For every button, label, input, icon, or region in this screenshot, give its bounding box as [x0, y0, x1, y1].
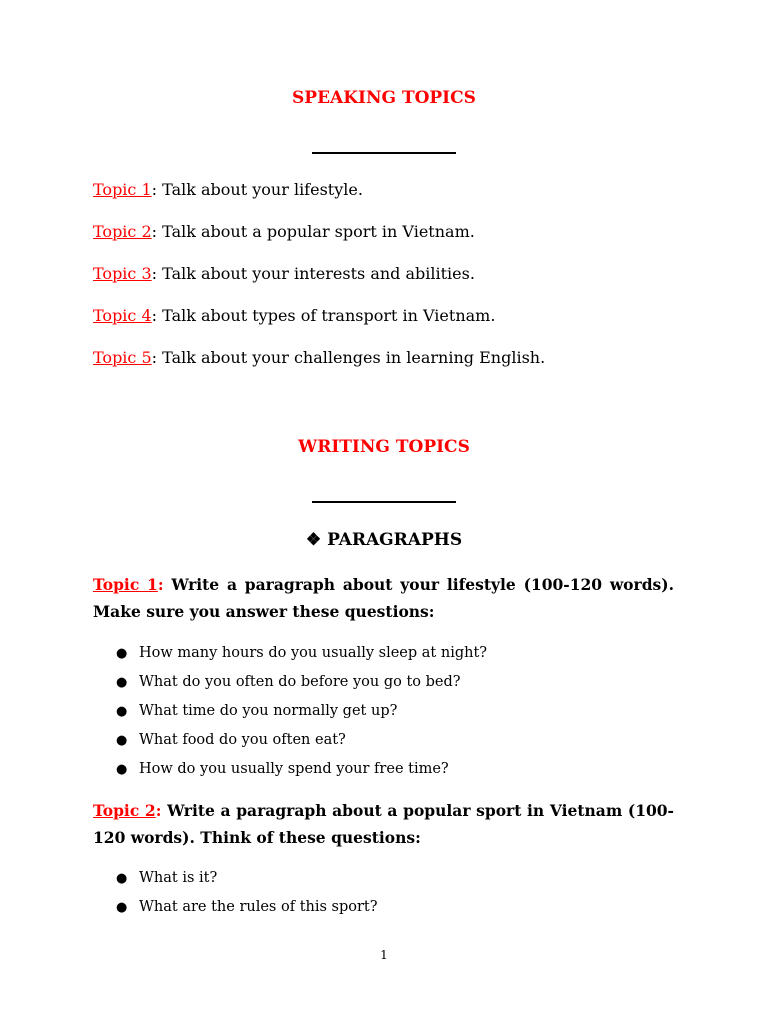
list-item — [116, 732, 346, 748]
list-item-text: How many hours do you usually sleep at night? — [139, 645, 488, 661]
paragraphs-label: PARAGRAPHS — [327, 530, 463, 550]
writing-topic-1-colon: : — [157, 575, 164, 594]
writing-topic-2-text: Write a paragraph about a popular sport in Vietnam (100-120 words). Think of these questions: — [93, 801, 674, 847]
bullet-icon: ● — [116, 646, 128, 661]
bullet-icon: ● — [116, 762, 128, 777]
writing-topic-2-link[interactable]: Topic 2 — [93, 801, 156, 820]
writing-topic-1-text: Write a paragraph about your lifestyle (100-120 words). Make sure you answer these questions: — [93, 575, 674, 621]
diamond-bullet-icon: ❖ — [305, 530, 322, 550]
speaking-topic-1-link[interactable]: Topic 1 — [93, 180, 152, 199]
bullet-icon: ● — [116, 704, 128, 719]
speaking-topic-5 — [93, 348, 545, 367]
paragraphs-heading — [0, 530, 768, 550]
speaking-topic-2-link[interactable]: Topic 2 — [93, 222, 152, 241]
speaking-topic-1 — [93, 180, 363, 199]
speaking-topic-4-text: : Talk about types of transport in Vietnam. — [151, 306, 496, 325]
list-item — [116, 870, 217, 886]
speaking-topic-4-link[interactable]: Topic 4 — [93, 306, 152, 325]
speaking-topic-2 — [93, 222, 475, 241]
speaking-topic-5-text: : Talk about your challenges in learning English. — [151, 348, 546, 367]
speaking-topic-4 — [93, 306, 495, 325]
list-item-text: What do you often do before you go to bed? — [139, 674, 461, 690]
list-item — [116, 645, 487, 661]
speaking-topic-3 — [93, 264, 475, 283]
page-number: 1 — [380, 948, 388, 962]
list-item — [116, 899, 378, 915]
bullet-icon: ● — [116, 900, 128, 915]
speaking-topic-3-link[interactable]: Topic 3 — [93, 264, 152, 283]
list-item-text: What food do you often eat? — [139, 732, 346, 748]
list-item-text: What time do you normally get up? — [139, 703, 398, 719]
list-item — [116, 703, 397, 719]
speaking-topic-3-text: : Talk about your interests and abilities. — [151, 264, 475, 283]
bullet-icon: ● — [116, 733, 128, 748]
speaking-topic-2-text: : Talk about a popular sport in Vietnam. — [151, 222, 475, 241]
writing-topic-1-link[interactable]: Topic 1 — [93, 575, 158, 594]
writing-title: WRITING TOPICS — [298, 437, 470, 457]
speaking-topic-1-text: : Talk about your lifestyle. — [151, 180, 363, 199]
list-item — [116, 674, 461, 690]
bullet-icon: ● — [116, 675, 128, 690]
speaking-title: SPEAKING TOPICS — [292, 88, 476, 108]
list-item-text: How do you usually spend your free time? — [139, 761, 449, 777]
writing-topic-2-prompt — [93, 797, 674, 851]
list-item-text: What is it? — [139, 870, 218, 886]
writing-topic-1-prompt — [93, 571, 674, 625]
speaking-topic-5-link[interactable]: Topic 5 — [93, 348, 152, 367]
writing-title-divider — [312, 501, 456, 503]
speaking-title-divider — [312, 152, 456, 154]
list-item — [116, 761, 449, 777]
list-item-text: What are the rules of this sport? — [139, 899, 378, 915]
bullet-icon: ● — [116, 871, 128, 886]
writing-topic-2-colon: : — [155, 801, 162, 820]
